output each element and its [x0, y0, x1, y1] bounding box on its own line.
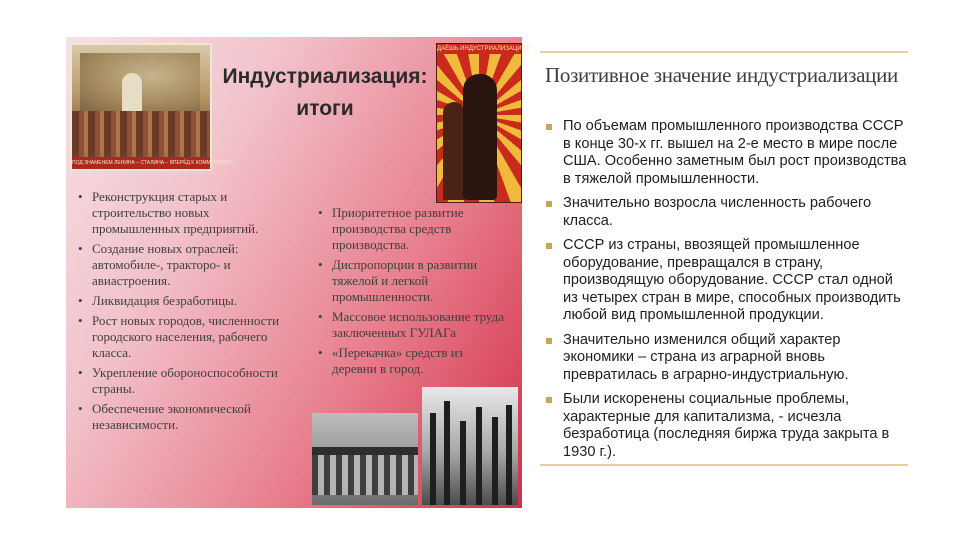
list-item-text: Значительно изменился общий характер экономики – страна из аграрной вновь превратилась в аграрно-индустриальную. [563, 331, 849, 383]
costs-list [318, 205, 508, 381]
list-item-text: По объемам промышленного производства СССР в конце 30-х гг. вышел на 2-е место в мире после США. Особенно заметным был рост производства в тяжелой промышленности. [563, 118, 907, 187]
bullet-square-icon [546, 338, 552, 344]
list-item-text: Были искоренены социальные проблемы, характерные для капитализма, - исчезла безработица (последняя биржа труда закрыта в 1930 г.). [563, 391, 890, 460]
bullet-square-icon [546, 201, 552, 207]
slide-title [218, 61, 432, 125]
list-item: • Приоритетное развитие производства средств производства. [318, 205, 508, 253]
bottom-rule [540, 464, 908, 466]
dam-photo [312, 413, 418, 505]
list-item [545, 195, 910, 230]
right-slide-title: Позитивное значение индустриализации [545, 63, 898, 87]
chimney [444, 401, 450, 505]
list-item [545, 237, 910, 325]
title-line-1: Индустриализация: [222, 65, 428, 88]
list-item: • Диспропорции в развитии тяжелой и легкой промышленности. [318, 257, 508, 305]
industrialization-poster-image [436, 43, 530, 203]
list-item: • Рост новых городов, численности городского населения, рабочего класса. [78, 313, 284, 361]
poster-caption: ПОД ЗНАМЕНЕМ ЛЕНИНА – СТАЛИНА – ВПЕРЁД К КОММУНИЗМУ! [72, 157, 210, 169]
bullet-square-icon [546, 397, 552, 403]
chimney [492, 417, 498, 505]
worker-figure [463, 74, 497, 200]
worker-figure [443, 102, 465, 200]
list-item: • Массовое использование труда заключенных ГУЛАГа [318, 309, 508, 341]
stalin-poster-image [70, 43, 233, 171]
chimney [506, 405, 512, 505]
crowd-graphic [72, 111, 210, 157]
dam-arches [312, 455, 418, 495]
list-item [545, 391, 910, 461]
title-line-2: итоги [296, 97, 354, 120]
chimney [430, 413, 436, 505]
positive-outcomes-list [545, 118, 910, 468]
results-list [78, 189, 284, 437]
list-item [545, 332, 910, 385]
left-slide [66, 37, 530, 508]
bullet-square-icon [546, 243, 552, 249]
poster-banner: ДАЁШЬ ИНДУСТРИАЛИЗАЦИЮ! [437, 46, 530, 52]
list-item-text: СССР из страны, ввозящей промышленное оборудование, превращался в страну, производящую оборудование. СССР стал одной из четырех стран в мире, способных производить любой вид промышленной продукции. [563, 237, 901, 323]
list-item [545, 118, 910, 188]
list-item-text: Значительно возросла численность рабочего класса. [563, 195, 872, 229]
factory-photo [422, 387, 518, 505]
list-item: • Укрепление обороноспособности страны. [78, 365, 284, 397]
list-item: • «Перекачка» средств из деревни в город. [318, 345, 508, 377]
list-item: • Обеспечение экономической независимости. [78, 401, 284, 433]
bullet-square-icon [546, 124, 552, 130]
chimney [476, 407, 482, 505]
chimney [460, 421, 466, 505]
list-item: • Реконструкция старых и строительство новых промышленных предприятий. [78, 189, 284, 237]
list-item: • Создание новых отраслей: автомобиле-, тракторо- и авиастроения. [78, 241, 284, 289]
top-rule [540, 51, 908, 53]
list-item: • Ликвидация безработицы. [78, 293, 284, 309]
